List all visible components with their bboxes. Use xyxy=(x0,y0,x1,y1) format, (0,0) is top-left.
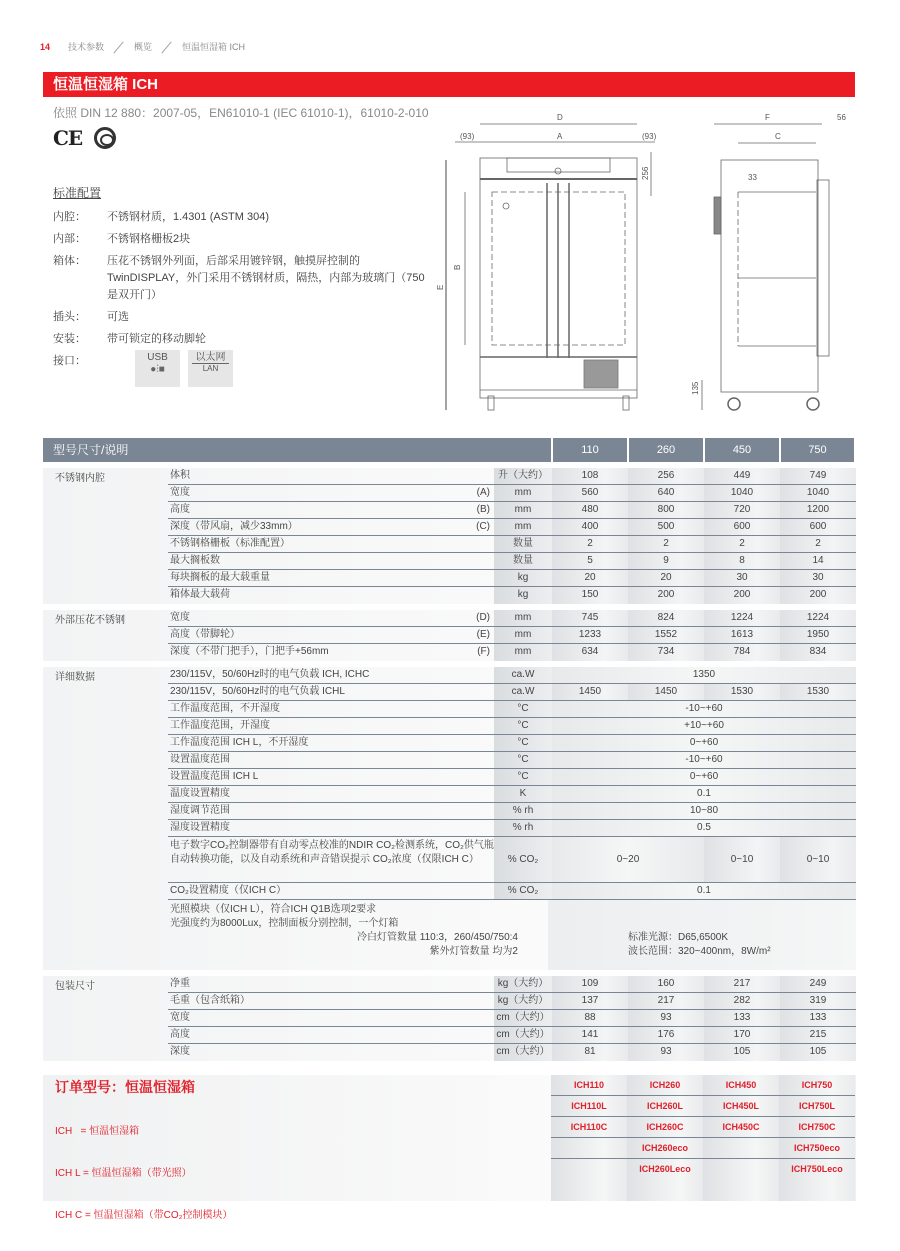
cell-value-span: 0~+60 xyxy=(552,735,856,751)
row-unit: % CO₂ xyxy=(494,837,552,882)
cell-value: 20 xyxy=(552,570,628,586)
row-unit: ca.W xyxy=(494,684,552,700)
cell-value: 105 xyxy=(704,1044,780,1061)
header-label: 型号尺寸/说明 xyxy=(43,438,551,462)
row-label: 宽度 xyxy=(170,487,190,498)
group-name: 外部压花不锈钢 xyxy=(55,615,125,626)
order-legend xyxy=(55,1097,233,1251)
table-row xyxy=(168,701,856,718)
cell-value: 745 xyxy=(552,610,628,626)
legend-item: ICH = 恒温恒湿箱 xyxy=(55,1126,140,1137)
row-label: 设置温度范围 xyxy=(170,754,230,765)
dim-56-label: 56 xyxy=(837,113,846,122)
lan-label: LAN xyxy=(192,363,229,373)
row-unit: kg（大约） xyxy=(494,993,552,1009)
row-unit: 数量 xyxy=(494,536,552,552)
order-model-code: ICH110L xyxy=(551,1096,627,1117)
row-label: 工作温度范围，开湿度 xyxy=(170,720,270,731)
cell-value: 160 xyxy=(628,976,704,992)
row-unit: 数量 xyxy=(494,553,552,569)
order-model-code: ICH260 xyxy=(627,1075,703,1096)
dimension-ref: (C) xyxy=(476,521,490,532)
table-row xyxy=(168,769,856,786)
order-model-code xyxy=(703,1138,779,1159)
row-unit: kg xyxy=(494,570,552,586)
cell-value: 824 xyxy=(628,610,704,626)
row-unit: mm xyxy=(494,502,552,518)
order-model-code: ICH260Leco xyxy=(639,1164,691,1174)
table-row xyxy=(168,684,856,701)
cell-value: 1450 xyxy=(552,684,628,700)
ethernet-label: 以太网 xyxy=(195,352,226,363)
breadcrumb-item: 恒温恒湿箱 ICH xyxy=(182,42,246,52)
order-model-code: ICH260eco xyxy=(627,1138,703,1159)
table-row xyxy=(168,803,856,820)
cell-value: 108 xyxy=(552,468,628,484)
row-unit: 升（大约） xyxy=(494,468,552,484)
cell-value: 93 xyxy=(628,1010,704,1026)
order-model-code: ICH260L xyxy=(627,1096,703,1117)
cell-value: 600 xyxy=(780,519,856,535)
usb-icon: ●⫶■ xyxy=(150,364,165,375)
row-label: 每块搁板的最大载重量 xyxy=(170,572,270,583)
row-unit: % rh xyxy=(494,820,552,836)
row-unit: % rh xyxy=(494,803,552,819)
row-label: 电子数字CO₂控制器带有自动零点校准的NDIR CO₂检测系统，CO₂供气瓶自动转换功能，以及自动系统和声音错误提示 CO₂浓度（仅限ICH C） xyxy=(170,840,494,865)
table-row xyxy=(168,468,856,485)
ce-mark-icon: CE xyxy=(53,126,83,150)
cell-value: 14 xyxy=(780,553,856,569)
row-label: 不锈钢格栅板（标准配置） xyxy=(170,538,290,549)
table-row xyxy=(168,1027,856,1044)
order-column xyxy=(627,1075,703,1201)
dimension-ref: (D) xyxy=(476,612,490,623)
cell-value-span: -10~+60 xyxy=(552,701,856,717)
order-model-code: ICH750eco xyxy=(779,1138,855,1159)
row-label: 深度（不带门把手），门把手+56mm xyxy=(170,646,329,657)
order-section xyxy=(43,1075,856,1221)
cell-value: 217 xyxy=(628,993,704,1009)
group-name: 包装尺寸 xyxy=(55,981,95,992)
cell-value: 200 xyxy=(704,587,780,604)
cell-value: 150 xyxy=(552,587,628,604)
control-knob xyxy=(555,168,561,174)
row-unit: °C xyxy=(494,701,552,717)
cell-value: 93 xyxy=(628,1044,704,1061)
row-label: 深度 xyxy=(170,1046,190,1057)
cell-value: 2 xyxy=(552,536,628,552)
usb-interface xyxy=(135,350,180,387)
technical-drawing xyxy=(436,100,860,420)
row-label: CO₂设置精度（仅ICH C） xyxy=(170,885,287,896)
caster-icon xyxy=(807,398,819,410)
cell-value: 282 xyxy=(704,993,780,1009)
table-row xyxy=(168,536,856,553)
cell-value: 0~10 xyxy=(780,837,856,882)
cell-value: 2 xyxy=(780,536,856,552)
cell-value: 319 xyxy=(780,993,856,1009)
table-row xyxy=(168,1010,856,1027)
breadcrumb-separator xyxy=(160,41,174,53)
config-key: 内部： xyxy=(53,233,86,245)
table-row xyxy=(168,570,856,587)
cell-value: 400 xyxy=(552,519,628,535)
config-value: 压花不锈钢外列面，后部采用镀锌钢，触摸屏控制的TwinDISPLAY，外门采用不锈钢材质，隔热，内部为玻璃门（750是双开门） xyxy=(107,255,425,301)
light-line: 光照模块（仅ICH L），符合ICH Q1B选项2要求 xyxy=(170,904,377,915)
cell-value: 176 xyxy=(628,1027,704,1043)
dim-256-label: 256 xyxy=(641,166,650,180)
cell-value: 0~20 xyxy=(552,837,704,882)
cell-value: 2 xyxy=(704,536,780,552)
order-model-code: ICH260C xyxy=(627,1117,703,1138)
cell-value: 1040 xyxy=(704,485,780,501)
cell-value: 1552 xyxy=(628,627,704,643)
table-row xyxy=(168,667,856,684)
cell-value: 200 xyxy=(628,587,704,604)
dim-93-left-label: (93) xyxy=(460,132,475,141)
cell-value: 784 xyxy=(704,644,780,661)
norm-text: 依照 DIN 12 880：2007-05，EN61010-1 (IEC 61010-1)，61010-2-010 xyxy=(53,106,429,120)
cell-value: 137 xyxy=(552,993,628,1009)
model-column-header: 750 xyxy=(781,438,854,462)
config-key: 插头： xyxy=(53,311,86,323)
row-unit: mm xyxy=(494,485,552,501)
table-row xyxy=(168,786,856,803)
row-unit: mm xyxy=(494,610,552,626)
config-value: 带可锁定的移动脚轮 xyxy=(107,333,206,345)
row-label: 湿度调节范围 xyxy=(170,805,230,816)
page-number: 14 xyxy=(40,41,51,52)
cell-value: 480 xyxy=(552,502,628,518)
light-spec-line: 标准光源：D65,6500K xyxy=(628,932,729,943)
table-row xyxy=(168,502,856,519)
order-model-code: ICH450 xyxy=(703,1075,779,1096)
table-row xyxy=(168,519,856,536)
order-model-code xyxy=(551,1138,627,1159)
row-unit: mm xyxy=(494,644,552,661)
row-label: 湿度设置精度 xyxy=(170,822,230,833)
cell-value: 109 xyxy=(552,976,628,992)
cell-value: 141 xyxy=(552,1027,628,1043)
cell-value: 1233 xyxy=(552,627,628,643)
cell-value: 1950 xyxy=(780,627,856,643)
dim-f-label: F xyxy=(765,113,770,122)
dim-93-right-label: (93) xyxy=(642,132,657,141)
group-rows xyxy=(168,667,856,970)
model-column-header: 110 xyxy=(553,438,627,462)
dim-e-label: E xyxy=(436,284,445,290)
order-model-code: ICH450C xyxy=(703,1117,779,1138)
group-name: 详细数据 xyxy=(55,672,95,683)
row-label: 230/115V，50/60Hz时的电气负载 ICH, ICHC xyxy=(170,669,370,680)
cell-value: 8 xyxy=(704,553,780,569)
order-model-code: ICH750C xyxy=(779,1117,855,1138)
row-unit: °C xyxy=(494,718,552,734)
control-panel xyxy=(507,158,610,172)
row-label: 高度（带脚轮） xyxy=(170,629,240,640)
cell-value: 133 xyxy=(780,1010,856,1026)
order-model-code: ICH110C xyxy=(551,1117,627,1138)
dim-a-label: A xyxy=(557,132,563,141)
cell-value: 734 xyxy=(628,644,704,661)
config-value: 可选 xyxy=(107,311,129,323)
row-label: 宽度 xyxy=(170,1012,190,1023)
table-row xyxy=(168,627,856,644)
row-label: 深度（带风扇，减少33mm） xyxy=(170,521,298,532)
cell-value: 500 xyxy=(628,519,704,535)
row-unit: K xyxy=(494,786,552,802)
row-label: 温度设置精度 xyxy=(170,788,230,799)
table-row xyxy=(168,735,856,752)
standard-config-title: 标准配置 xyxy=(53,186,102,200)
row-label: 毛重（包含纸箱） xyxy=(170,995,250,1006)
page-title: 恒温恒湿箱 ICH xyxy=(43,72,855,97)
standard-config-row xyxy=(53,309,438,326)
order-model-code: ICH750Leco xyxy=(791,1164,843,1174)
ethernet-interface xyxy=(188,350,233,387)
cell-value: 217 xyxy=(704,976,780,992)
cell-value: 449 xyxy=(704,468,780,484)
group-rows xyxy=(168,976,856,1061)
cell-value: 88 xyxy=(552,1010,628,1026)
order-model-code xyxy=(551,1159,627,1180)
cell-value: 749 xyxy=(780,468,856,484)
standard-config-row xyxy=(53,209,438,226)
breadcrumb xyxy=(40,40,245,53)
table-header xyxy=(43,438,856,462)
dim-33-label: 33 xyxy=(748,173,757,182)
order-model-code xyxy=(703,1159,779,1180)
table-group xyxy=(43,667,856,970)
cell-value: 1200 xyxy=(780,502,856,518)
cell-value: 720 xyxy=(704,502,780,518)
cell-value: 1530 xyxy=(780,684,856,700)
breadcrumb-item[interactable]: 技术参数 xyxy=(68,42,105,52)
cell-value: 560 xyxy=(552,485,628,501)
row-unit: cm（大约） xyxy=(494,1010,552,1026)
row-label: 230/115V，50/60Hz时的电气负载 ICHL xyxy=(170,686,345,697)
table-row xyxy=(168,485,856,502)
row-unit: kg xyxy=(494,587,552,604)
cell-value: 1040 xyxy=(780,485,856,501)
standard-config-row xyxy=(53,331,438,348)
cell-value: 1224 xyxy=(704,610,780,626)
light-spec-line: 波长范围：320~400nm，8W/m² xyxy=(628,946,771,957)
row-unit: °C xyxy=(494,769,552,785)
cell-value: 30 xyxy=(704,570,780,586)
row-label: 工作温度范围，不开湿度 xyxy=(170,703,280,714)
table-row xyxy=(168,837,856,883)
table-row xyxy=(168,993,856,1010)
light-line: 冷白灯管数量 110:3，260/450/750:4 xyxy=(356,932,518,943)
table-group xyxy=(43,976,856,1061)
row-unit: °C xyxy=(494,735,552,751)
cell-value-span: 0~+60 xyxy=(552,769,856,785)
standard-config-row xyxy=(53,253,438,304)
light-spec xyxy=(548,900,856,970)
row-unit: cm（大约） xyxy=(494,1027,552,1043)
cell-value: 2 xyxy=(628,536,704,552)
cell-value: 0~10 xyxy=(704,837,780,882)
cell-value: 133 xyxy=(704,1010,780,1026)
cell-value: 215 xyxy=(780,1027,856,1043)
table-row xyxy=(168,820,856,837)
row-label: 箱体最大载荷 xyxy=(170,589,230,600)
dim-135-label: 135 xyxy=(691,381,700,395)
caster-icon xyxy=(728,398,740,410)
table-group xyxy=(43,468,856,604)
order-model-code: ICH750L xyxy=(779,1096,855,1117)
config-key: 箱体： xyxy=(53,255,86,267)
cell-value: 834 xyxy=(780,644,856,661)
row-label: 体积 xyxy=(170,470,190,481)
light-module-desc xyxy=(168,900,548,970)
breadcrumb-item[interactable]: 概览 xyxy=(134,42,153,52)
cell-value: 170 xyxy=(704,1027,780,1043)
row-unit: % CO₂ xyxy=(494,883,552,899)
cell-value: 634 xyxy=(552,644,628,661)
cell-value: 640 xyxy=(628,485,704,501)
dim-b-label: B xyxy=(453,264,462,270)
port-hole xyxy=(503,203,509,209)
cell-value-span: 10~80 xyxy=(552,803,856,819)
table-row xyxy=(168,553,856,570)
config-value: 不锈钢格栅板2块 xyxy=(107,233,191,245)
light-line: 光强度约为8000Lux，控制面板分别控制，一个灯箱 xyxy=(170,918,399,929)
cell-value: 1613 xyxy=(704,627,780,643)
cell-value: 105 xyxy=(780,1044,856,1061)
dimension-ref: (E) xyxy=(476,629,490,640)
table-row xyxy=(168,752,856,769)
cell-value-span: 1350 xyxy=(552,667,856,683)
order-column xyxy=(779,1075,855,1201)
row-unit: kg（大约） xyxy=(494,976,552,992)
cell-value-span: 0.5 xyxy=(552,820,856,836)
table-row xyxy=(168,587,856,604)
cell-value: 1530 xyxy=(704,684,780,700)
cell-value: 30 xyxy=(780,570,856,586)
cell-value: 256 xyxy=(628,468,704,484)
standard-config xyxy=(53,184,438,392)
cell-value: 249 xyxy=(780,976,856,992)
config-value: 不锈钢材质，1.4301 (ASTM 304) xyxy=(107,211,269,223)
cell-value: 600 xyxy=(704,519,780,535)
config-key: 接口： xyxy=(53,355,86,367)
pct-mark-icon xyxy=(94,127,116,149)
row-unit: mm xyxy=(494,627,552,643)
interface-icons xyxy=(135,350,233,387)
table-group xyxy=(43,610,856,661)
breadcrumb-separator xyxy=(112,41,126,53)
row-unit: ca.W xyxy=(494,667,552,683)
cell-value: 1450 xyxy=(628,684,704,700)
side-body xyxy=(721,160,818,392)
order-title: 订单型号：恒温恒湿箱 xyxy=(55,1079,195,1095)
cell-value-span: +10~+60 xyxy=(552,718,856,734)
model-column-header: 450 xyxy=(705,438,779,462)
row-label: 高度 xyxy=(170,1029,190,1040)
row-label: 最大搁板数 xyxy=(170,555,220,566)
table-row xyxy=(168,610,856,627)
table-row xyxy=(168,718,856,735)
order-model-code: ICH450L xyxy=(703,1096,779,1117)
legend-item: ICH L = 恒温恒湿箱（带光照） xyxy=(55,1168,192,1179)
cell-value: 9 xyxy=(628,553,704,569)
row-unit: mm xyxy=(494,519,552,535)
row-label: 宽度 xyxy=(170,612,190,623)
config-key: 安装： xyxy=(53,333,86,345)
cell-value: 200 xyxy=(780,587,856,604)
row-unit: °C xyxy=(494,752,552,768)
spec-table xyxy=(43,438,856,1061)
cell-value-span: 0.1 xyxy=(552,883,856,899)
row-label: 高度 xyxy=(170,504,190,515)
cell-value: 20 xyxy=(628,570,704,586)
cell-value-span: 0.1 xyxy=(552,786,856,802)
order-column xyxy=(703,1075,779,1201)
table-row xyxy=(168,1044,856,1061)
row-label: 设置温度范围 ICH L xyxy=(170,771,259,782)
cert-logos xyxy=(53,126,116,150)
group-name: 不锈钢内腔 xyxy=(55,473,105,484)
side-panel xyxy=(714,197,721,234)
light-line: 紫外灯管数量 均为2 xyxy=(429,946,518,957)
group-rows xyxy=(168,468,856,604)
light-module-row xyxy=(168,900,856,970)
dimension-ref: (F) xyxy=(477,646,490,657)
order-model-code: ICH110 xyxy=(551,1075,627,1096)
vent-grille xyxy=(584,360,618,388)
table-row xyxy=(168,644,856,661)
cell-value-span: -10~+60 xyxy=(552,752,856,768)
row-label: 工作温度范围 ICH L，不开湿度 xyxy=(170,737,309,748)
standard-config-row xyxy=(53,353,438,387)
dim-c-label: C xyxy=(775,132,781,141)
side-door xyxy=(817,180,829,356)
row-unit: cm（大约） xyxy=(494,1044,552,1061)
config-key: 内腔： xyxy=(53,211,86,223)
legend-item: ICH C = 恒温恒湿箱（带CO₂控制模块） xyxy=(55,1210,233,1221)
order-model-code: ICH750 xyxy=(779,1075,855,1096)
table-row xyxy=(168,883,856,900)
cell-value: 5 xyxy=(552,553,628,569)
dim-d-label: D xyxy=(557,113,563,122)
cell-value: 81 xyxy=(552,1044,628,1061)
group-rows xyxy=(168,610,856,661)
order-column xyxy=(551,1075,627,1201)
dimension-ref: (A) xyxy=(476,487,490,498)
cell-value: 1224 xyxy=(780,610,856,626)
usb-label: USB xyxy=(147,352,168,363)
standard-config-row xyxy=(53,231,438,248)
dimension-ref: (B) xyxy=(476,504,490,515)
model-column-header: 260 xyxy=(629,438,703,462)
row-label: 净重 xyxy=(170,978,190,989)
cell-value: 800 xyxy=(628,502,704,518)
table-row xyxy=(168,976,856,993)
